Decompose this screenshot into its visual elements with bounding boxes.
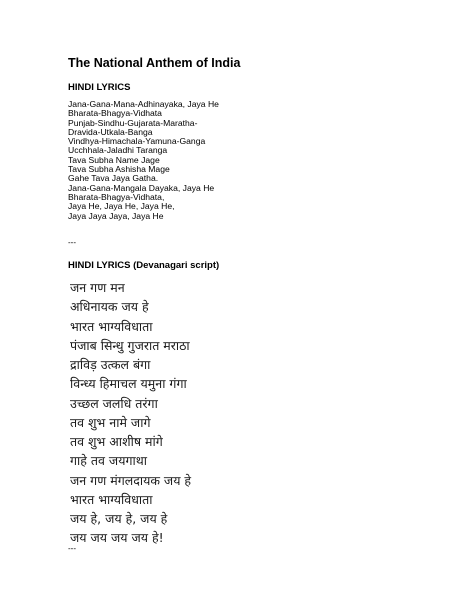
devanagari-lyrics-list [70,278,191,548]
devanagari-line: उच्छल जलधि तरंगा [70,395,158,411]
section-separator: --- [68,238,76,247]
devanagari-line: भारत भाग्यविधाता [70,318,153,334]
lyric-line: Dravida-Utkala-Banga [68,126,153,137]
page-title: The National Anthem of India [68,56,241,70]
lyric-line: Gahe Tava Jaya Gatha. [68,173,159,184]
devanagari-line: जय हे, जय हे, जय हे [70,511,168,526]
lyric-line: Tava Subha Name Jage [68,154,160,165]
lyric-line: Jana-Gana-Mangala Dayaka, Jaya He [68,182,215,193]
devanagari-line: जन गण मंगलदायक जय हे [70,472,192,488]
lyric-line: Ucchhala-Jaladhi Taranga [68,145,168,156]
devanagari-line: पंजाब सिन्धु गुजरात मराठा [70,337,190,353]
devanagari-line: जय जय जय जय हे! [70,530,164,546]
lyric-line: Jana-Gana-Mana-Adhinayaka, Jaya He [68,99,219,109]
lyric-line: Bharata-Bhagya-Vidhata, [68,191,165,202]
latin-lyrics-list [68,100,219,221]
lyric-line: Jaya He, Jaya He, Jaya He, [68,201,175,212]
lyric-line: Bharata-Bhagya-Vidhata [68,108,162,119]
devanagari-line: अधिनायक जय हे [70,299,149,315]
devanagari-line: जन गण मन [70,280,125,295]
devanagari-line: विन्ध्य हिमाचल यमुना गंगा [70,376,187,392]
devanagari-line: तव शुभ आशीष मांगे [70,434,163,449]
devanagari-line: तव शुभ नामे जागे [70,414,151,430]
lyric-line: Jaya Jaya Jaya, Jaya He [68,210,164,221]
section-heading-devanagari: HINDI LYRICS (Devanagari script) [68,260,220,271]
lyric-line: Tava Subha Ashisha Mage [68,164,170,175]
section-separator-end: --- [68,544,76,553]
section-heading-hindi-lyrics: HINDI LYRICS [68,82,131,93]
lyric-line: Punjab-Sindhu-Gujarata-Maratha- [68,117,198,128]
lyric-line: Vindhya-Himachala-Yamuna-Ganga [68,136,206,147]
devanagari-line: भारत भाग्यविधाता [70,491,153,507]
devanagari-line: द्राविड़ उत्कल बंगा [70,357,151,372]
devanagari-line: गाहे तव जयगाथा [70,453,147,469]
